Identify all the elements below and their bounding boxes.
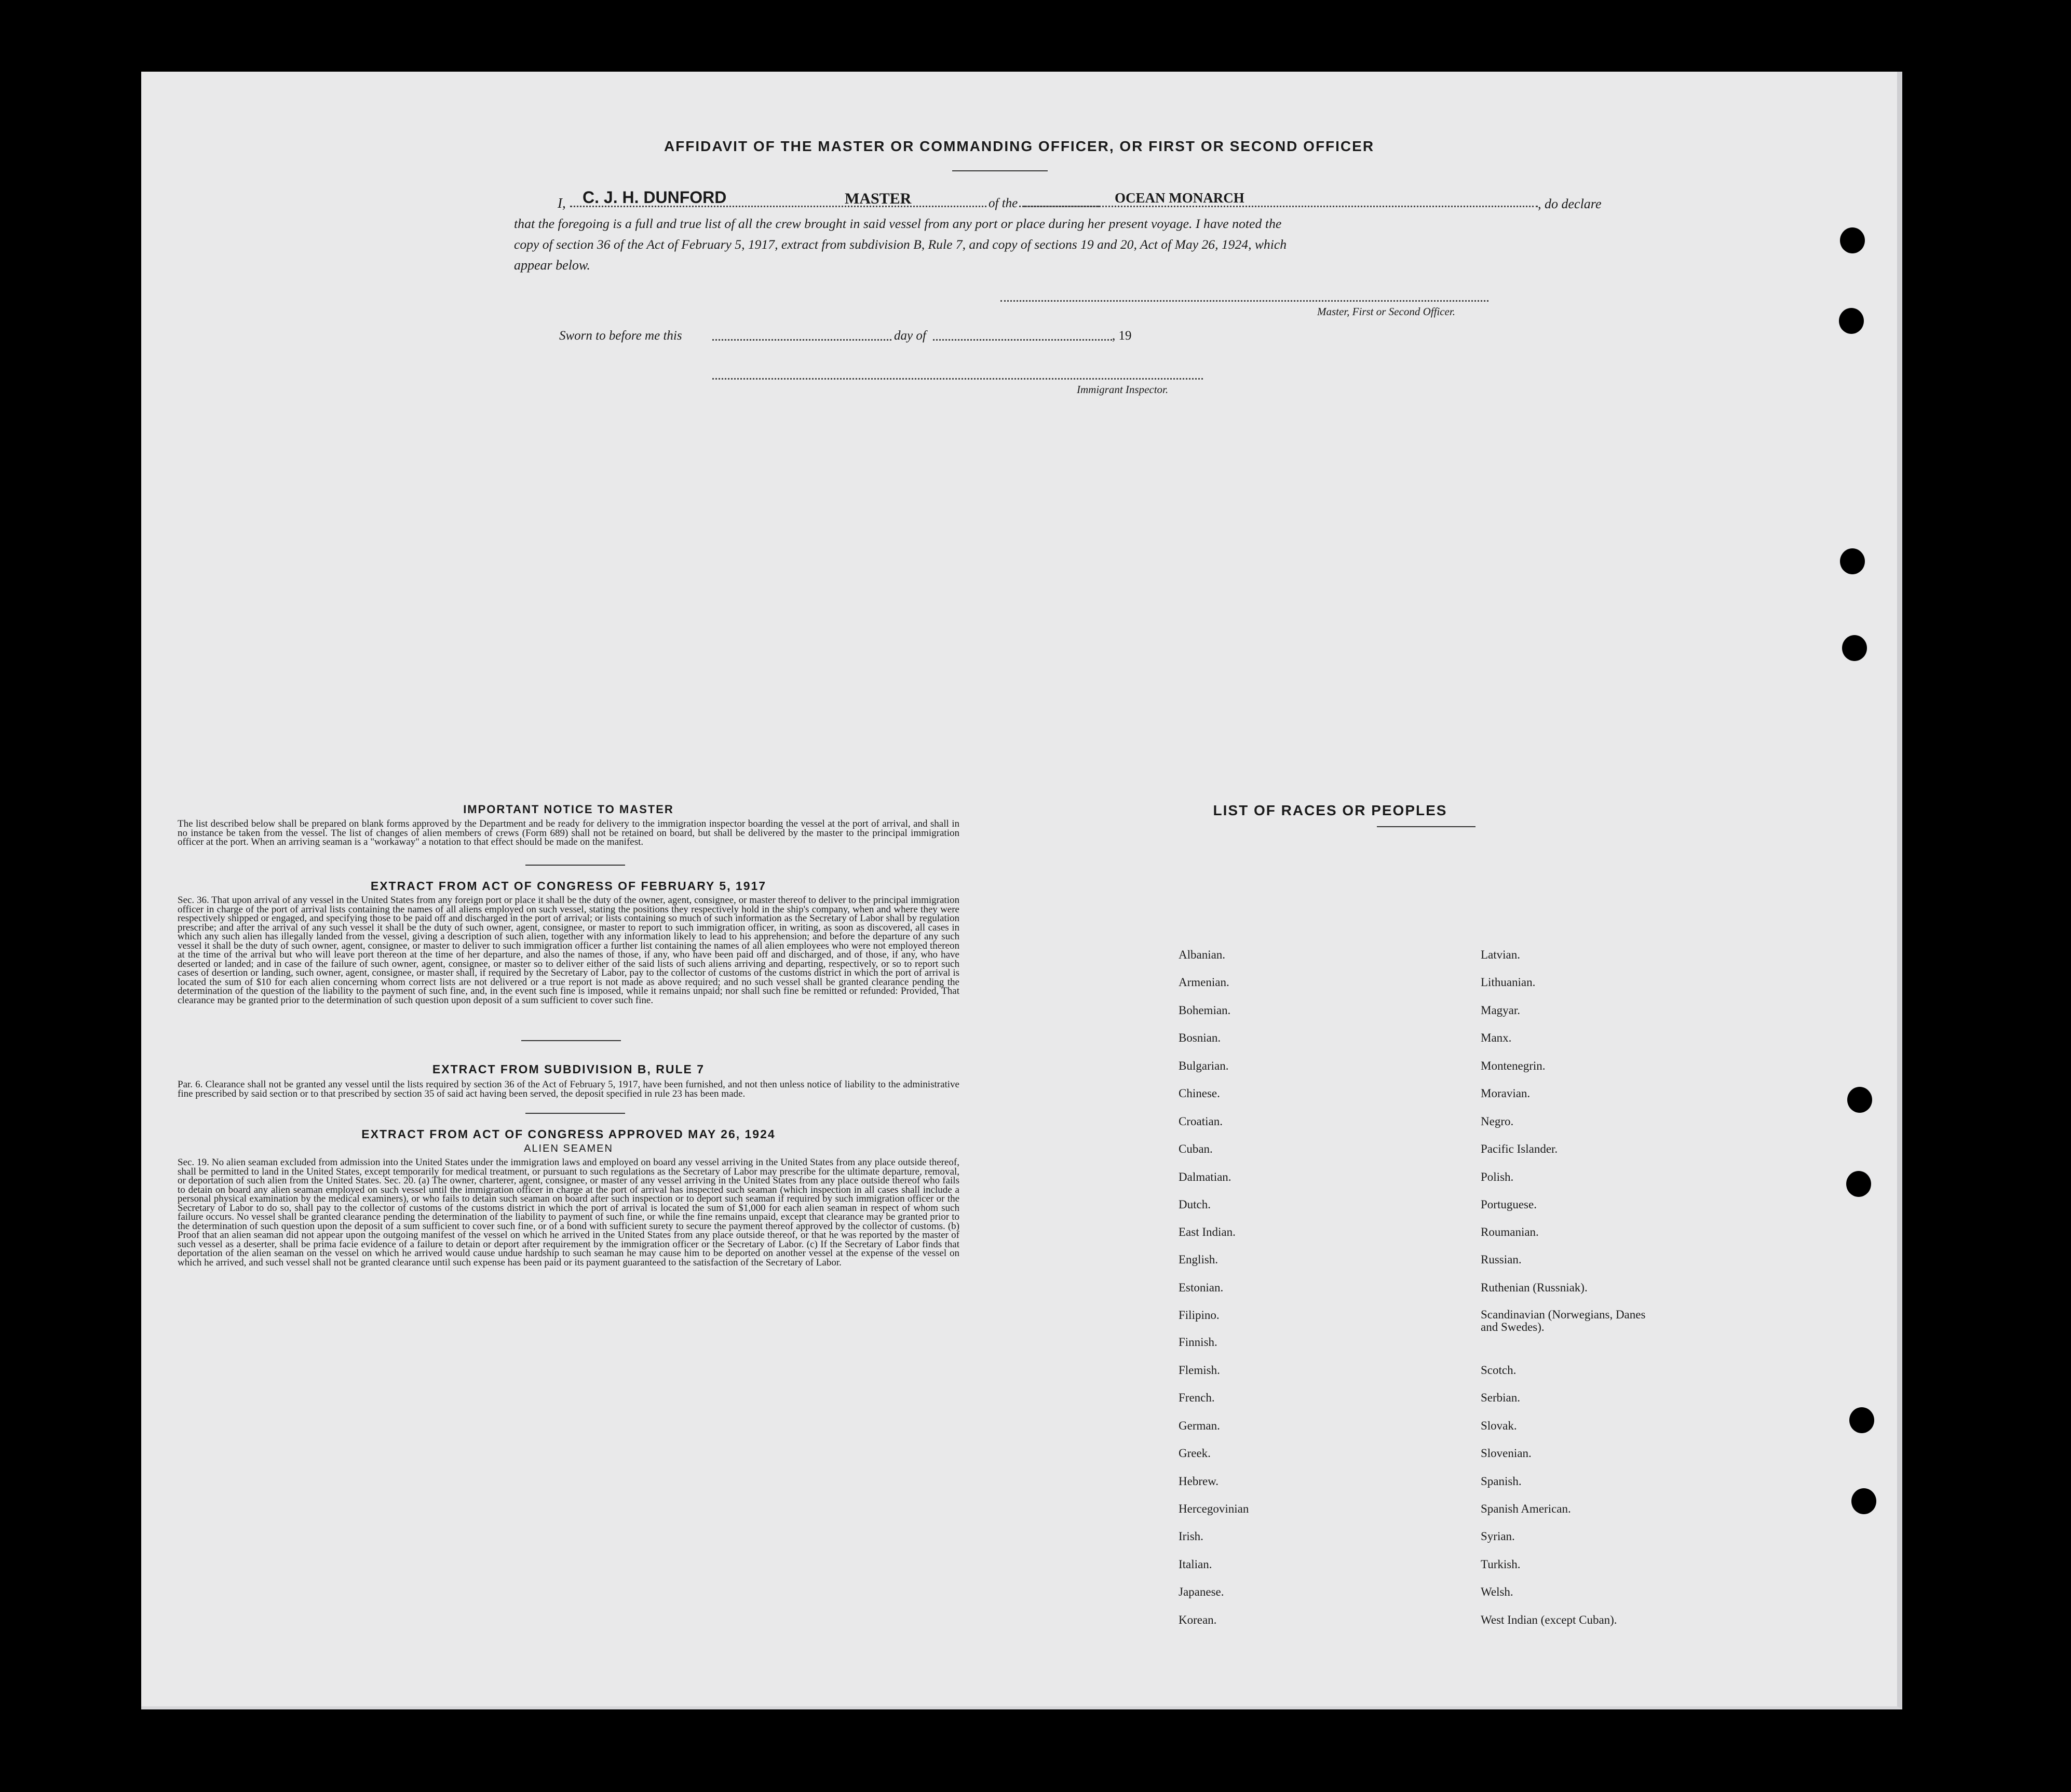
race-item: Armenian. xyxy=(1179,976,1229,989)
race-item: Syrian. xyxy=(1481,1530,1515,1543)
race-item: French. xyxy=(1179,1391,1215,1404)
race-item: Negro. xyxy=(1481,1115,1514,1128)
rule-7-title: EXTRACT FROM SUBDIVISION B, RULE 7 xyxy=(432,1062,705,1076)
affidavit-line-2: that the foregoing is a full and true list of all the crew brought in said vessel from any port or place during her present voyage. I have noted the xyxy=(514,216,1282,231)
sworn-day-line xyxy=(712,339,891,341)
races-title: LIST OF RACES OR PEOPLES xyxy=(1213,802,1447,818)
races-divider xyxy=(1377,826,1476,827)
race-item: West Indian (except Cuban). xyxy=(1481,1613,1617,1626)
race-item: Hebrew. xyxy=(1179,1475,1219,1488)
race-item: Flemish. xyxy=(1179,1364,1220,1377)
signature-caption: Master, First or Second Officer. xyxy=(1317,305,1455,318)
binder-hole xyxy=(1842,635,1867,661)
race-item: Polish. xyxy=(1481,1170,1514,1183)
race-item: Dalmatian. xyxy=(1179,1170,1231,1183)
binder-hole xyxy=(1840,548,1865,574)
race-item: Lithuanian. xyxy=(1481,976,1536,989)
act-1917-text: Sec. 36. That upon arrival of any vessel in the United States from any foreign port or place it shall be the duty of the owner, agent, consignee, or master thereof to deliver to the principal immigration officer in charge of the port of arrival lists containing the names of all aliens employed on such vessel, stating the positions they respectively hold in the ship's company, when and where they were respectively shipped or engaged, and specifying those to be paid off and discharged in the port of arrival; or lists containing so much of such information as the Secretary of Labor shall by regulation prescribe; and after the arrival of any such vessel it shall be the duty of such owner, agent, consignee, or master to report to such immigration officer, in writing, as soon as discovered, all cases in which any such alien has illegally landed from the vessel, giving a description of such alien, together with any information likely to lead to his apprehension; and before the departure of any such vessel it shall be the duty of such owner, agent, consignee, or master to deliver to such immigration officer a further list containing the names of all alien employees who were not employed thereon at the time of the arrival but who will leave port thereon at the time of her departure, and also the names of those, if any, who have been paid off and discharged, and of those, if any, who have deserted or landed; and in case of the failure of such owner, agent, consignee, or master so to deliver either of the said lists of such aliens arriving and departing, respectively, or so to report such cases of desertion or landing, such owner, agent, consignee, or master shall, if required by the Secretary of Labor, pay to the collector of customs of the customs district in which the port of arrival is located the sum of $10 for each alien concerning whom correct lists are not delivered or a true report is not made as above required; and no such vessel shall be granted clearance pending the determination of the question of the liability to the payment of such fine, and, in the event such fine is imposed, while it remains unpaid; nor shall such fine be remitted or refunded: Provided, That clearance may be granted prior to the determination of such question upon deposit of a sum sufficient to cover such fine. xyxy=(178,895,959,1006)
race-item: Welsh. xyxy=(1481,1585,1513,1598)
act-1924-subtitle: ALIEN SEAMEN xyxy=(524,1143,613,1154)
inspector-caption: Immigrant Inspector. xyxy=(1077,383,1169,396)
race-item: Spanish American. xyxy=(1481,1502,1571,1515)
race-item: Scandinavian (Norwegians, Danes and Swedes). xyxy=(1481,1308,1646,1333)
binder-hole xyxy=(1840,227,1865,253)
notice-title: IMPORTANT NOTICE TO MASTER xyxy=(463,803,674,816)
race-item: Korean. xyxy=(1179,1613,1217,1626)
affidavit-line-3: copy of section 36 of the Act of February 5, 1917, extract from subdivision B, Rule 7, and copy of sections 19 and 20, Act of May 26, 1924, which xyxy=(514,237,1287,252)
do-declare-label: , do declare xyxy=(1538,196,1602,211)
race-item: Dutch. xyxy=(1179,1198,1211,1211)
affidavit-i: I, xyxy=(558,195,566,211)
race-item: Scotch. xyxy=(1481,1364,1517,1377)
form-page xyxy=(141,72,1902,1709)
sworn-month-line xyxy=(933,339,1112,341)
master-rank: MASTER xyxy=(845,190,912,207)
race-item: Slovenian. xyxy=(1481,1447,1532,1460)
affidavit-line-4: appear below. xyxy=(514,258,590,273)
rule-7-divider xyxy=(525,1113,625,1114)
race-item: East Indian. xyxy=(1179,1225,1236,1238)
race-item: Manx. xyxy=(1481,1031,1512,1044)
year-label: , 19 xyxy=(1112,329,1132,343)
race-item: Latvian. xyxy=(1481,948,1520,961)
race-item: Chinese. xyxy=(1179,1087,1220,1100)
binder-hole xyxy=(1839,308,1864,334)
act-1917-title: EXTRACT FROM ACT OF CONGRESS OF FEBRUARY 5, 1917 xyxy=(370,879,767,893)
race-item: Irish. xyxy=(1179,1530,1203,1543)
binder-hole xyxy=(1849,1407,1874,1433)
race-item: Portuguese. xyxy=(1481,1198,1537,1211)
race-item: Serbian. xyxy=(1481,1391,1521,1404)
race-item: Hercegovinian xyxy=(1179,1502,1249,1515)
race-item: Montenegrin. xyxy=(1481,1059,1546,1072)
affidavit-title: AFFIDAVIT OF THE MASTER OR COMMANDING OFFICER, OR FIRST OR SECOND OFFICER xyxy=(664,138,1375,154)
race-item: Moravian. xyxy=(1481,1087,1531,1100)
vessel-name: OCEAN MONARCH xyxy=(1115,190,1244,206)
race-item: Slovak. xyxy=(1481,1419,1517,1432)
sworn-label: Sworn to before me this xyxy=(559,329,682,343)
signature-line xyxy=(1000,300,1488,302)
of-the-label: of the xyxy=(986,196,1018,211)
race-item: Japanese. xyxy=(1179,1585,1224,1598)
race-item: Estonian. xyxy=(1179,1281,1224,1294)
rule-7-text: Par. 6. Clearance shall not be granted any vessel until the lists required by section 36 of the Act of February 5, 1917, have been furnished, and not then unless notice of liability to the administrative fine prescribed by said section or to that prescribed by section 35 of said act having been served, the deposit specified in rule 23 has been made. xyxy=(178,1079,959,1099)
act-1924-title: EXTRACT FROM ACT OF CONGRESS APPROVED MAY 26, 1924 xyxy=(361,1127,776,1141)
race-item: German. xyxy=(1179,1419,1220,1432)
race-item: English. xyxy=(1179,1253,1219,1266)
day-of-label: day of xyxy=(894,329,926,343)
race-item: Magyar. xyxy=(1481,1004,1521,1017)
race-item: Ruthenian (Russniak). xyxy=(1481,1281,1588,1294)
race-item: Russian. xyxy=(1481,1253,1522,1266)
race-item: Albanian. xyxy=(1179,948,1226,961)
race-item: Cuban. xyxy=(1179,1142,1213,1155)
act-1924-text: Sec. 19. No alien seaman excluded from admission into the United States under the immigration laws and employed on board any vessel arriving in the United States from any place outside thereof, shall be permitted to land in the United States, except temporarily for medical treatment, or pursuant to such regulations as the Secretary of Labor may prescribe for the ultimate departure, removal, or deportation of such alien from the United States. Sec. 20. (a) The owner, charterer, agent, consignee, or master of any vessel arriving in the United States from any place outside thereof who fails to detain on board any alien seaman employed on such vessel until the immigration officer in charge at the port of arrival has inspected such seaman (which inspection in all cases shall include a personal physical examination by the medical examiners), or who fails to detain such seaman on board after such inspection or to deport such seaman if required by such immigration officer or the Secretary of Labor to do so, shall pay to the collector of customs of the customs district in which the port of arrival is located the sum of $1,000 for each alien seaman in respect of whom such failure occurs. No vessel shall be granted clearance pending the determination of the liability to payment of such fine, or while the fine remains unpaid, except that clearance may be granted prior to the determination of such question upon the deposit of a sum sufficient to cover such fine, or of a bond with sufficient surety to secure the payment thereof approved by the collector of customs. (b) Proof that an alien seaman did not appear upon the outgoing manifest of the vessel on which he arrived in the United States from any place outside thereof, or that he was reported by the master of such vessel as a deserter, shall be prima facie evidence of a failure to detain or deport after requirement by the immigration officer or the Secretary of Labor. (c) If the Secretary of Labor finds that deportation of the alien seaman on the vessel on which he arrived would cause undue hardship to such seaman he may cause him to be deported on another vessel at the expense of the vessel on which he arrived, and such vessel shall not be granted clearance until such expense has been paid or its payment guaranteed to the satisfaction of the Secretary of Labor. xyxy=(178,1157,959,1268)
race-item: Bosnian. xyxy=(1179,1031,1221,1044)
notice-divider xyxy=(525,865,625,866)
vessel-line xyxy=(1024,206,1538,207)
master-name: C. J. H. DUNFORD xyxy=(583,188,727,207)
race-item: Italian. xyxy=(1179,1558,1212,1571)
title-divider xyxy=(952,170,1048,171)
race-item: Bohemian. xyxy=(1179,1004,1231,1017)
race-item: Spanish. xyxy=(1481,1475,1522,1488)
race-item: Pacific Islander. xyxy=(1481,1142,1558,1155)
race-item: Bulgarian. xyxy=(1179,1059,1229,1072)
binder-hole xyxy=(1847,1087,1872,1113)
race-item: Filipino. xyxy=(1179,1309,1220,1322)
notice-text: The list described below shall be prepared on blank forms approved by the Department and be ready for delivery to the immigration inspector boarding the vessel at the port of arrival, and shall in no instance be taken from the vessel. The list of changes of alien members of crews (Form 689) shall not be retained on board, but shall be delivered by the master to the principal immigration officer at the port. When an arriving seaman is a "workaway" a notation to that effect should be made on the manifest. xyxy=(178,818,959,847)
race-item: Croatian. xyxy=(1179,1115,1223,1128)
act-1917-divider xyxy=(521,1040,621,1041)
race-item: Turkish. xyxy=(1481,1558,1521,1571)
race-item: Finnish. xyxy=(1179,1336,1217,1349)
race-item: Greek. xyxy=(1179,1447,1211,1460)
binder-hole xyxy=(1851,1488,1876,1514)
binder-hole xyxy=(1846,1171,1871,1197)
inspector-line xyxy=(712,378,1203,380)
race-item: Roumanian. xyxy=(1481,1225,1539,1238)
